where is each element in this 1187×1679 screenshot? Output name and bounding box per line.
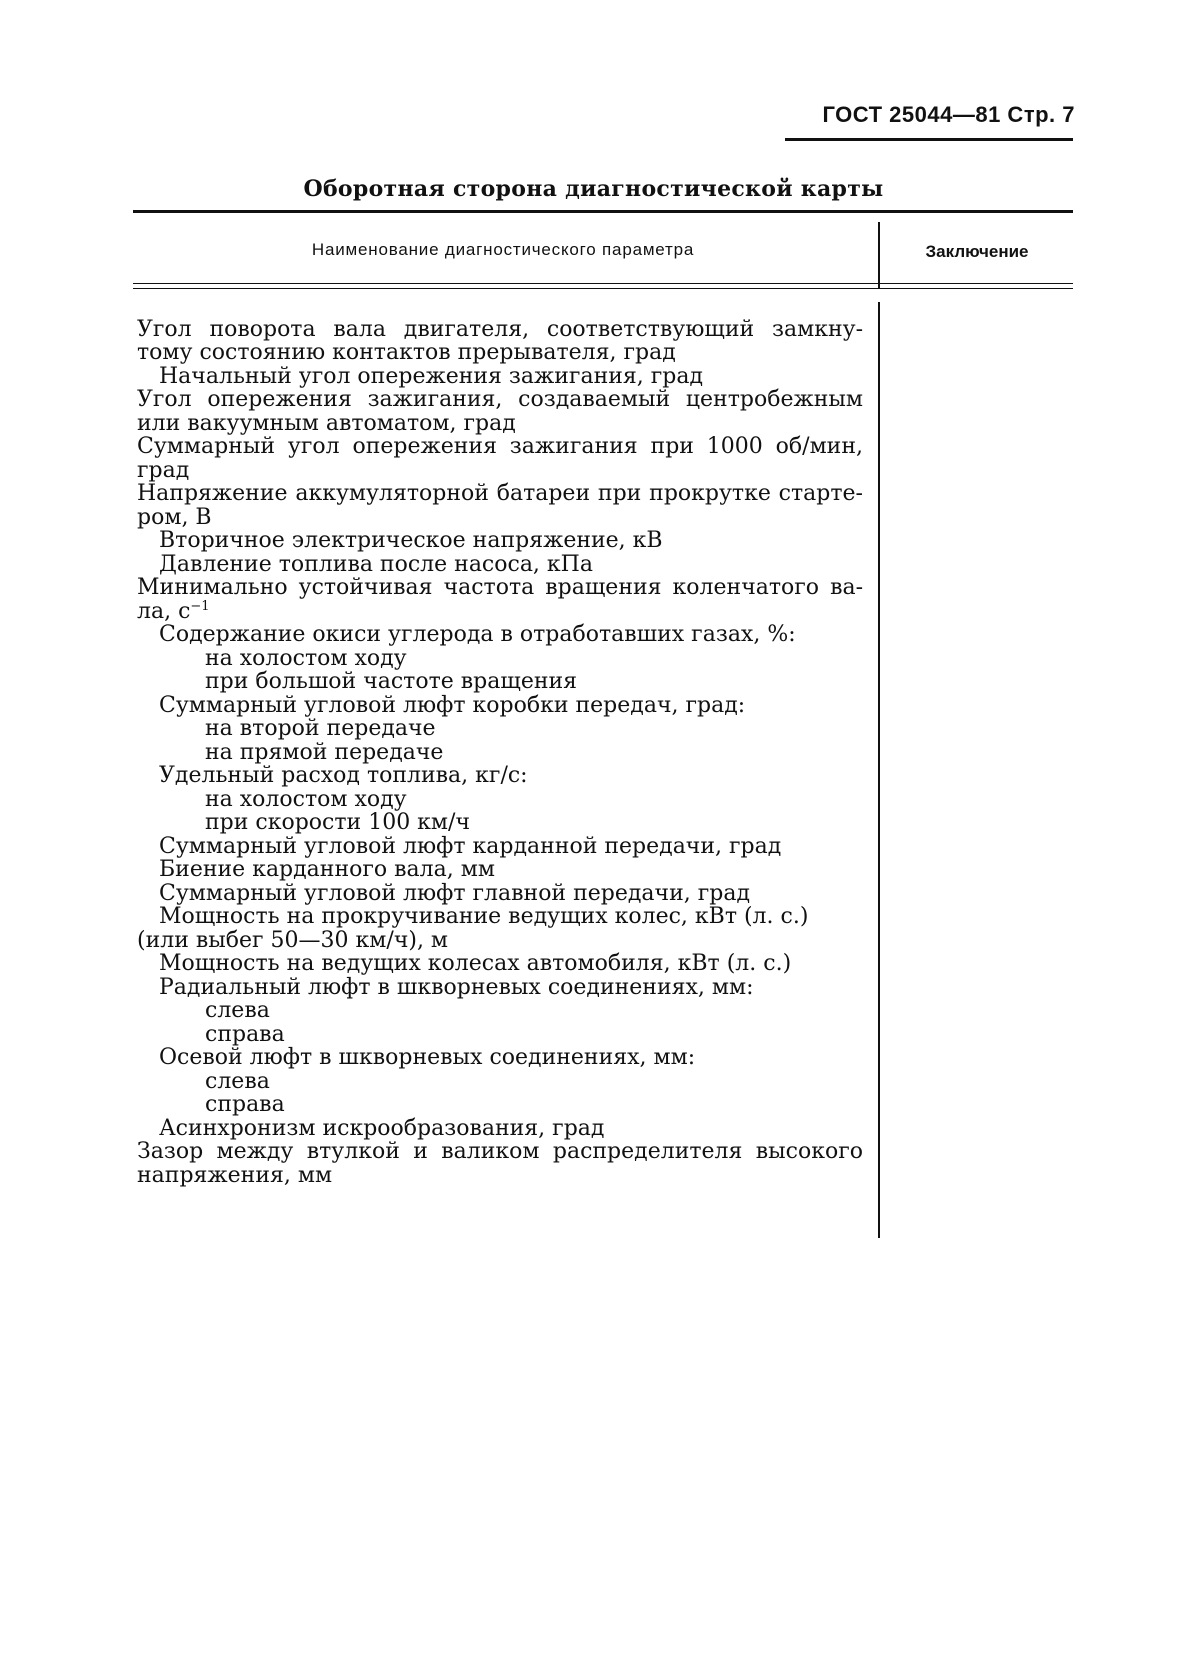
- superscript: −1: [190, 599, 210, 614]
- table-top-rule: [133, 210, 1073, 213]
- param-line: или вакуумным автоматом, град: [137, 411, 516, 436]
- param-line: Мощность на прокручивание ведущих колес, кВт (л. с.): [159, 904, 809, 929]
- param-line: Осевой люфт в шкворневых соединениях, мм:: [159, 1045, 696, 1070]
- param-line: Зазор между втулкой и валиком распределителя высокого: [137, 1139, 863, 1164]
- page-title: Оборотная сторона диагностической карты: [303, 176, 884, 202]
- param-line: слева: [205, 998, 270, 1023]
- param-line: град: [137, 458, 190, 483]
- column-separator-header: [878, 222, 880, 288]
- param-line: Суммарный угловой люфт коробки передач, град:: [159, 693, 746, 718]
- param-line: Мощность на ведущих колесах автомобиля, кВт (л. с.): [159, 951, 792, 976]
- page-header: ГОСТ 25044—81 Стр. 7: [822, 102, 1075, 127]
- param-line: при большой частоте вращения: [205, 669, 578, 694]
- param-line: на второй передаче: [205, 716, 436, 741]
- param-line: Вторичное электрическое напряжение, кВ: [159, 528, 663, 553]
- param-line: ром, В: [137, 505, 212, 530]
- param-line: на прямой передаче: [205, 740, 444, 765]
- param-line: Удельный расход топлива, кг/с:: [159, 763, 528, 788]
- column-separator-body: [878, 302, 880, 1238]
- param-line: тому состоянию контактов прерывателя, град: [137, 340, 676, 365]
- param-line: Содержание окиси углерода в отработавших газах, %:: [159, 622, 796, 647]
- param-line: Напряжение аккумуляторной батареи при прокрутке старте-: [137, 481, 863, 506]
- param-line: справа: [205, 1092, 285, 1117]
- param-line: Радиальный люфт в шкворневых соединениях, мм:: [159, 975, 754, 1000]
- param-line: Минимально устойчивая частота вращения коленчатого ва-: [137, 575, 863, 600]
- param-line-text: ла, с: [137, 599, 191, 624]
- param-line: Давление топлива после насоса, кПа: [159, 552, 593, 577]
- param-line: на холостом ходу: [205, 646, 407, 671]
- param-line: справа: [205, 1022, 285, 1047]
- param-line: Угол поворота вала двигателя, соответствующий замкну-: [137, 317, 863, 342]
- param-line: Угол опережения зажигания, создаваемый центробежным: [137, 387, 863, 412]
- header-underline: [785, 138, 1073, 141]
- param-line: Биение карданного вала, мм: [159, 857, 495, 882]
- column-header-parameter: Наименование диагностического параметра: [311, 240, 695, 259]
- table-header-rule-1: [133, 283, 1073, 284]
- param-line: при скорости 100 км/ч: [205, 810, 470, 835]
- param-line: Асинхронизм искрообразования, град: [159, 1116, 605, 1141]
- param-line: Суммарный угловой люфт главной передачи, град: [159, 881, 751, 906]
- param-line: (или выбег 50—30 км/ч), м: [137, 928, 449, 953]
- param-line: Начальный угол опережения зажигания, град: [159, 364, 704, 389]
- column-header-conclusion: Заключение: [925, 242, 1029, 261]
- param-line: [137, 600, 210, 624]
- param-line: на холостом ходу: [205, 787, 407, 812]
- param-line: Суммарный угловой люфт карданной передачи, град: [159, 834, 782, 859]
- table-header-rule-2: [133, 288, 1073, 289]
- param-line: слева: [205, 1069, 270, 1094]
- param-line: Суммарный угол опережения зажигания при 1000 об/мин,: [137, 434, 863, 459]
- param-line: напряжения, мм: [137, 1163, 333, 1188]
